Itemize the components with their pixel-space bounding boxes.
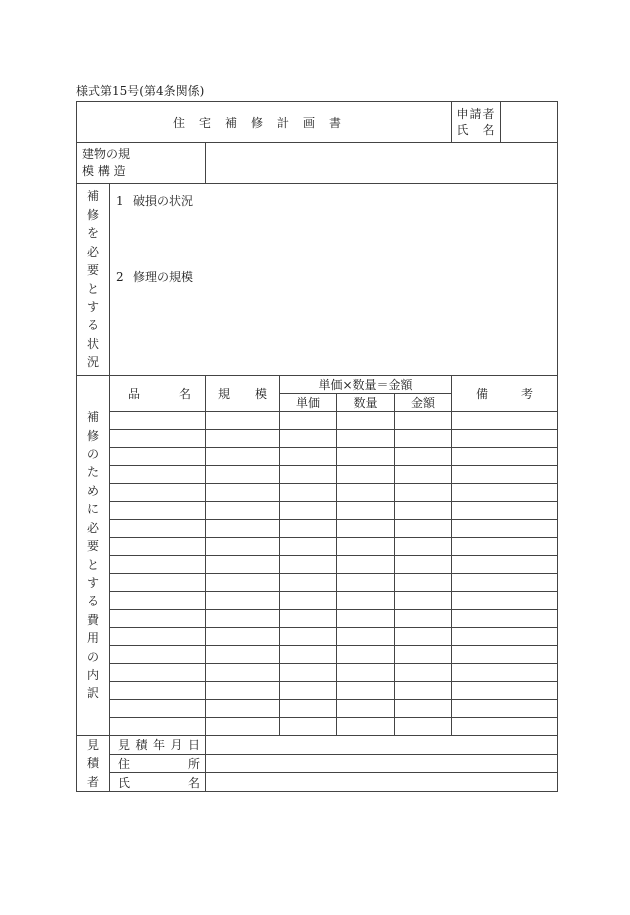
cell-unit-price[interactable]: [280, 664, 337, 682]
vertical-char: 要: [86, 263, 99, 278]
cell-unit-price[interactable]: [280, 700, 337, 718]
cell-unit-price[interactable]: [280, 466, 337, 484]
vertical-char: 修: [86, 428, 99, 443]
cell-scale[interactable]: [206, 466, 280, 484]
status-field[interactable]: [110, 184, 558, 376]
cell-remarks[interactable]: [452, 718, 558, 736]
table-row: [77, 502, 558, 520]
estimator-name-label: 氏 名: [110, 773, 206, 792]
cell-quantity[interactable]: [337, 646, 395, 664]
table-row: [77, 628, 558, 646]
cell-item-name[interactable]: [110, 610, 206, 628]
header-formula: 単価×数量＝金額: [280, 376, 452, 394]
cell-quantity[interactable]: [337, 412, 395, 430]
cell-unit-price[interactable]: [280, 430, 337, 448]
date-label-char: 年: [152, 738, 165, 753]
cell-quantity[interactable]: [337, 574, 395, 592]
cell-unit-price[interactable]: [280, 646, 337, 664]
cell-item-name[interactable]: [110, 682, 206, 700]
table-row: [77, 466, 558, 484]
cell-amount[interactable]: [395, 592, 452, 610]
cell-remarks[interactable]: [452, 430, 558, 448]
cell-quantity[interactable]: [337, 682, 395, 700]
cell-item-name[interactable]: [110, 520, 206, 538]
table-row: [77, 430, 558, 448]
repair-plan-form: [76, 101, 558, 792]
cell-scale[interactable]: [206, 502, 280, 520]
form-title: 住宅補修計画書: [77, 102, 452, 143]
cell-quantity[interactable]: [337, 448, 395, 466]
cell-quantity[interactable]: [337, 610, 395, 628]
vertical-char: た: [86, 465, 99, 480]
building-structure-field[interactable]: [206, 143, 558, 184]
table-row: [77, 700, 558, 718]
cell-remarks[interactable]: [452, 700, 558, 718]
cell-unit-price[interactable]: [280, 628, 337, 646]
vertical-char: 況: [86, 355, 99, 370]
cell-unit-price[interactable]: [280, 682, 337, 700]
vertical-char: 用: [86, 631, 99, 646]
estimate-date-field[interactable]: [206, 736, 558, 755]
cell-quantity[interactable]: [337, 664, 395, 682]
cell-item-name[interactable]: [110, 718, 206, 736]
estimator-address-field[interactable]: [206, 754, 558, 773]
table-row: [77, 718, 558, 736]
header-item-name: 品 名: [110, 376, 206, 412]
vertical-char: 費: [86, 612, 99, 627]
vertical-char: す: [86, 575, 99, 590]
cell-scale[interactable]: [206, 718, 280, 736]
cell-scale[interactable]: [206, 448, 280, 466]
cell-remarks[interactable]: [452, 538, 558, 556]
cell-item-name[interactable]: [110, 556, 206, 574]
cell-amount[interactable]: [395, 646, 452, 664]
cell-remarks[interactable]: [452, 628, 558, 646]
cell-amount[interactable]: [395, 718, 452, 736]
vertical-char: 補: [86, 410, 99, 425]
vertical-char: 内: [86, 667, 99, 682]
vertical-char: に: [86, 502, 99, 517]
estimator-address-label: 住 所: [110, 754, 206, 773]
cell-remarks[interactable]: [452, 466, 558, 484]
header-amount: 金額: [395, 394, 452, 412]
cell-amount[interactable]: [395, 520, 452, 538]
cell-scale[interactable]: [206, 592, 280, 610]
cell-unit-price[interactable]: [280, 592, 337, 610]
cell-unit-price[interactable]: [280, 484, 337, 502]
cell-amount[interactable]: [395, 682, 452, 700]
cell-scale[interactable]: [206, 484, 280, 502]
vertical-char: の: [86, 649, 99, 664]
cell-amount[interactable]: [395, 466, 452, 484]
cell-scale[interactable]: [206, 556, 280, 574]
cell-item-name[interactable]: [110, 646, 206, 664]
cell-remarks[interactable]: [452, 412, 558, 430]
estimate-date-label: [110, 736, 206, 755]
cell-remarks[interactable]: [452, 682, 558, 700]
cell-quantity[interactable]: [337, 484, 395, 502]
vertical-char: 訳: [86, 686, 99, 701]
cell-quantity[interactable]: [337, 520, 395, 538]
table-row: [77, 538, 558, 556]
cell-amount[interactable]: [395, 556, 452, 574]
cell-quantity[interactable]: [337, 556, 395, 574]
table-row: [77, 412, 558, 430]
cell-amount[interactable]: [395, 448, 452, 466]
cell-unit-price[interactable]: [280, 574, 337, 592]
cell-quantity[interactable]: [337, 538, 395, 556]
cell-item-name[interactable]: [110, 448, 206, 466]
cell-item-name[interactable]: [110, 664, 206, 682]
cell-scale[interactable]: [206, 646, 280, 664]
cell-item-name[interactable]: [110, 574, 206, 592]
cell-amount[interactable]: [395, 538, 452, 556]
table-row: [77, 556, 558, 574]
cell-quantity[interactable]: [337, 466, 395, 484]
cell-item-name[interactable]: [110, 700, 206, 718]
cell-remarks[interactable]: [452, 484, 558, 502]
cell-unit-price[interactable]: [280, 412, 337, 430]
table-row: [77, 610, 558, 628]
cell-item-name[interactable]: [110, 412, 206, 430]
cell-scale[interactable]: [206, 574, 280, 592]
table-row: [77, 682, 558, 700]
cell-quantity[interactable]: [337, 430, 395, 448]
status-item-damage: 1 破損の状況: [116, 194, 194, 208]
cell-scale[interactable]: [206, 628, 280, 646]
vertical-char: 積: [86, 756, 99, 771]
cell-remarks[interactable]: [452, 592, 558, 610]
cell-unit-price[interactable]: [280, 610, 337, 628]
cell-scale[interactable]: [206, 700, 280, 718]
date-label-char: 積: [135, 738, 148, 753]
table-row: [77, 520, 558, 538]
cell-quantity[interactable]: [337, 700, 395, 718]
vertical-char: め: [86, 483, 99, 498]
cell-remarks[interactable]: [452, 574, 558, 592]
cell-unit-price[interactable]: [280, 556, 337, 574]
header-unit-price: 単価: [280, 394, 337, 412]
cell-scale[interactable]: [206, 682, 280, 700]
cell-amount[interactable]: [395, 574, 452, 592]
vertical-char: 必: [86, 520, 99, 535]
cell-quantity[interactable]: [337, 592, 395, 610]
vertical-char: る: [86, 318, 99, 333]
cell-item-name[interactable]: [110, 628, 206, 646]
cell-remarks[interactable]: [452, 520, 558, 538]
cell-item-name[interactable]: [110, 502, 206, 520]
cell-scale[interactable]: [206, 664, 280, 682]
status-label: [77, 184, 110, 376]
vertical-char: 状: [86, 336, 99, 351]
cell-unit-price[interactable]: [280, 502, 337, 520]
cell-amount[interactable]: [395, 610, 452, 628]
cell-scale[interactable]: [206, 430, 280, 448]
cell-unit-price[interactable]: [280, 520, 337, 538]
vertical-char: を: [86, 226, 99, 241]
building-structure-label: 建物の規 模 構 造: [77, 143, 206, 184]
cell-scale[interactable]: [206, 412, 280, 430]
vertical-char: 補: [86, 189, 99, 204]
cell-scale[interactable]: [206, 610, 280, 628]
vertical-char: 必: [86, 244, 99, 259]
vertical-char: 見: [86, 738, 99, 752]
vertical-char: 要: [86, 539, 99, 554]
cell-quantity[interactable]: [337, 628, 395, 646]
cell-unit-price[interactable]: [280, 448, 337, 466]
cell-remarks[interactable]: [452, 448, 558, 466]
cost-breakdown-label: [77, 376, 110, 736]
cell-quantity[interactable]: [337, 502, 395, 520]
cell-item-name[interactable]: [110, 430, 206, 448]
table-row: [77, 484, 558, 502]
cell-amount[interactable]: [395, 628, 452, 646]
vertical-char: す: [86, 299, 99, 314]
cell-amount[interactable]: [395, 430, 452, 448]
date-label-char: 日: [187, 738, 200, 753]
cell-item-name[interactable]: [110, 484, 206, 502]
cell-item-name[interactable]: [110, 592, 206, 610]
applicant-name-label: 申請者 氏 名: [452, 102, 501, 143]
table-row: [77, 592, 558, 610]
cell-remarks[interactable]: [452, 664, 558, 682]
cell-unit-price[interactable]: [280, 718, 337, 736]
vertical-char: の: [86, 447, 99, 462]
cell-amount[interactable]: [395, 412, 452, 430]
cell-quantity[interactable]: [337, 718, 395, 736]
table-row: [77, 574, 558, 592]
vertical-char: 者: [86, 774, 99, 789]
estimator-name-field[interactable]: [206, 773, 558, 792]
cell-remarks[interactable]: [452, 646, 558, 664]
form-number: 様式第15号(第4条関係): [76, 84, 205, 98]
cell-amount[interactable]: [395, 502, 452, 520]
cell-remarks[interactable]: [452, 610, 558, 628]
table-row: [77, 646, 558, 664]
cell-remarks[interactable]: [452, 502, 558, 520]
vertical-char: る: [86, 594, 99, 609]
table-row: [77, 664, 558, 682]
vertical-char: 修: [86, 207, 99, 222]
date-label-char: 見: [118, 738, 131, 753]
cell-item-name[interactable]: [110, 466, 206, 484]
vertical-char: と: [86, 281, 99, 296]
applicant-name-field[interactable]: [501, 102, 558, 143]
cell-amount[interactable]: [395, 484, 452, 502]
cell-remarks[interactable]: [452, 556, 558, 574]
date-label-char: 月: [170, 738, 183, 753]
cell-unit-price[interactable]: [280, 538, 337, 556]
cell-scale[interactable]: [206, 520, 280, 538]
cell-scale[interactable]: [206, 538, 280, 556]
table-row: [77, 448, 558, 466]
cell-item-name[interactable]: [110, 538, 206, 556]
status-item-repair-scale: 2 修理の規模: [116, 270, 194, 284]
header-remarks: 備 考: [452, 376, 558, 412]
header-scale: 規 模: [206, 376, 280, 412]
header-quantity: 数量: [337, 394, 395, 412]
estimator-label: [77, 736, 110, 792]
cell-amount[interactable]: [395, 700, 452, 718]
vertical-char: と: [86, 557, 99, 572]
cell-amount[interactable]: [395, 664, 452, 682]
